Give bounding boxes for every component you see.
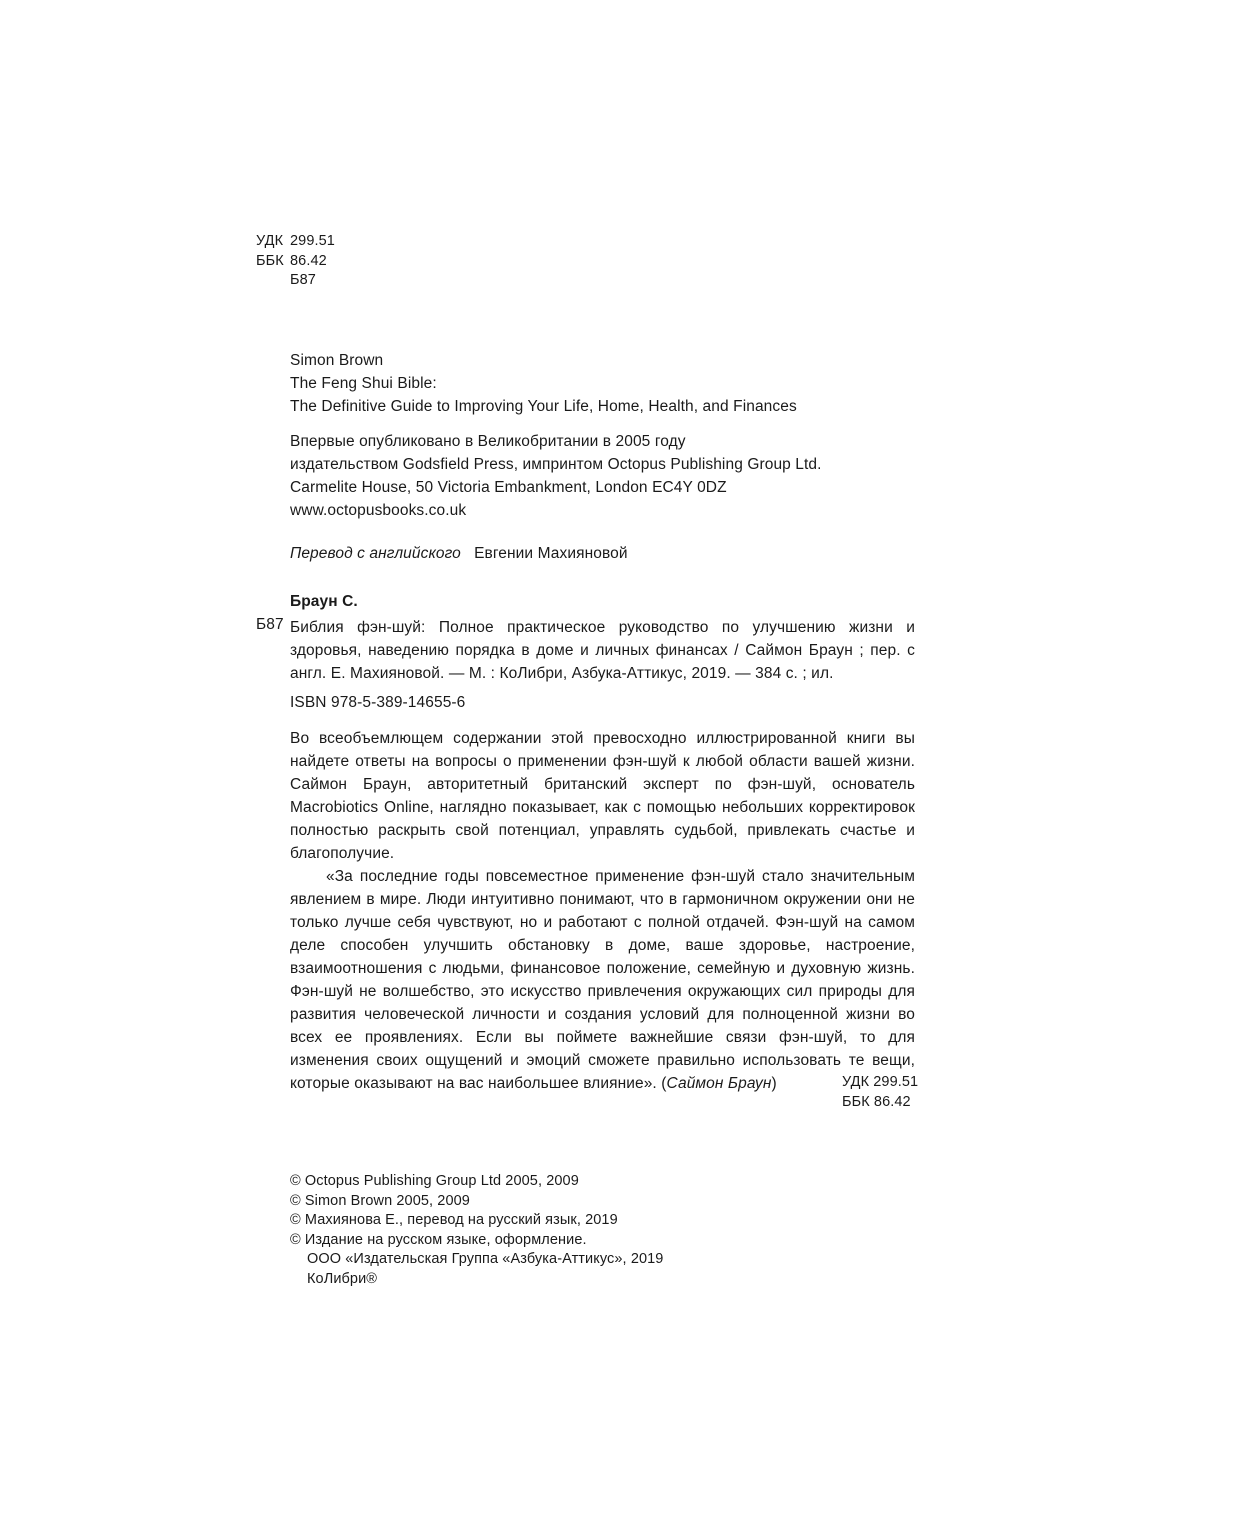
isbn: ISBN 978-5-389-14655-6 [290, 694, 466, 711]
copyright-block [290, 1172, 663, 1289]
original-subtitle: The Definitive Guide to Improving Your Life, Home, Health, and Finances [290, 398, 797, 415]
copyright-line: © Махиянова Е., перевод на русский язык, 2019 [290, 1212, 618, 1228]
annotation-quote [290, 865, 915, 1095]
first-publication-line: Впервые опубликовано в Великобритании в 2005 году [290, 433, 686, 450]
annotation-quote-author: Саймон Браун [666, 1075, 772, 1092]
original-edition [290, 349, 797, 418]
first-publication [290, 430, 822, 522]
udk-value: 299.51 [290, 233, 335, 249]
bbk-bottom: ББК 86.42 [842, 1093, 911, 1110]
translator-name: Евгении Махияновой [474, 545, 628, 562]
copyright-line: © Издание на русском языке, оформление. [290, 1231, 587, 1248]
annotation-paragraph: Во всеобъемлющем содержании этой превосходно иллюстрированной книги вы найдете ответы на вопросы о применении фэн-шуй к любой области вашей жизни. Саймон Браун, авторитетный британский эксперт по фэн-шуй, основатель Macrobiotics Online, наглядно показывает, как с помощью небольших корректировок полностью раскрыть свой потенциал, управлять судьбой, привлекать счастье и благополучие. [290, 730, 915, 862]
annotation-quote-text: «За последние годы повсеместное применение фэн-шуй стало значительным явлением в мире. Люди интуитивно понимают, что в гармоничном окружении они не только лучше себя чувствуют, но и работают с полной отдачей. Фэн-шуй на самом деле способен улучшить обстановку в доме, ваше здоровье, настроение, взаимоотношения с людьми, финансовое положение, семейную и духовную жизнь. Фэн-шуй не волшебство, это искусство привлечения окружающих сил природы для развития человеческой личности и создания условий для полноценной жизни во всех ее проявлениях. Если вы поймете важнейшие связи фэн-шуй, то для изменения своих ощущений и эмоций сможете правильно использовать те вещи, которые оказывают на вас наибольшее влияние». ( [290, 868, 915, 1092]
author-mark-value: Б87 [290, 272, 316, 288]
original-title: The Feng Shui Bible: [290, 375, 437, 392]
first-publication-line: издательством Godsfield Press, импринтом Octopus Publishing Group Ltd. [290, 456, 822, 473]
imprint-mark: КоЛибри® [307, 1270, 378, 1287]
bbk-row [256, 252, 335, 272]
card-description: Библия фэн-шуй: Полное практическое руководство по улучшению жизни и здоровья, наведению порядка в доме и личных финансах / Саймон Браун ; пер. с англ. Е. Махияновой. — М. : КоЛибри, Азбука-Аттикус, 2019. — 384 с. ; ил. [290, 619, 915, 682]
card-code: Б87 [256, 616, 284, 633]
udk-key: УДК [256, 233, 284, 249]
annotation [290, 727, 915, 1095]
original-author: Simon Brown [290, 352, 384, 369]
classification-bottom [842, 1073, 918, 1112]
classification-top [256, 232, 335, 291]
author-mark-row [256, 271, 335, 291]
copyright-line: © Octopus Publishing Group Ltd 2005, 2009 [290, 1173, 579, 1189]
translation-credit [290, 545, 628, 563]
bbk-value: 86.42 [290, 252, 327, 269]
author-mark-key [256, 271, 290, 291]
annotation-quote-close: ) [771, 1075, 777, 1092]
first-publication-line: Carmelite House, 50 Victoria Embankment, London EC4Y 0DZ [290, 479, 727, 496]
card-author: Браун С. [290, 593, 358, 610]
publisher-website: www.octopusbooks.co.uk [290, 502, 467, 519]
copyright-line: © Simon Brown 2005, 2009 [290, 1192, 470, 1209]
copyright-line: ООО «Издательская Группа «Азбука-Аттикус», 2019 [307, 1251, 664, 1267]
translation-label: Перевод с английского [290, 545, 461, 562]
bbk-key: ББК [256, 252, 284, 269]
udk-row [256, 232, 335, 252]
udk-bottom: УДК 299.51 [842, 1074, 919, 1090]
